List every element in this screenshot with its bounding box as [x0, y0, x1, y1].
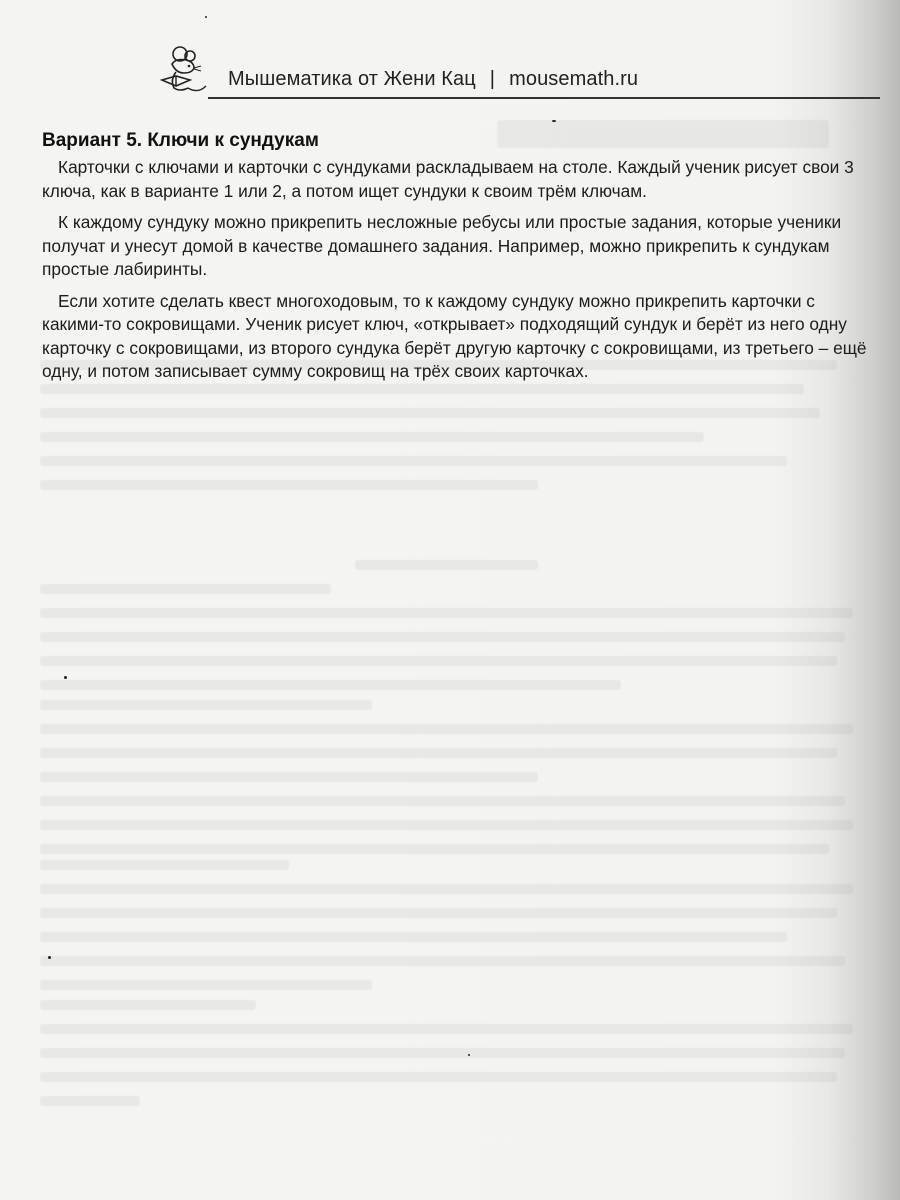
show-through-block-5 [40, 1000, 870, 1120]
mouse-reading-book-icon [154, 42, 210, 98]
paragraph: К каждому сундуку можно прикрепить несложные ребусы или простые задания, которые ученики получат и унесут домой в качестве домашнего задания. Например, можно прикрепить к сундукам простые лабиринты. [42, 212, 842, 279]
main-content [42, 130, 872, 392]
page-header [150, 40, 880, 100]
header-rule [208, 97, 880, 99]
scan-speck [64, 676, 67, 679]
scan-speck [468, 1054, 470, 1056]
paragraph: Если хотите сделать квест многоходовым, то к каждому сундуку можно прикрепить карточки с какими-то сокровищами. Ученик рисует ключ, «открывает» подходящий сундук и берёт из него одну карточку с сокровищами, из второго сундука берёт другую карточку с сокровищами, из третьего – ещё одну, и потом записывает сумму сокровищ на трёх своих карточках. [42, 290, 867, 381]
scan-speck [205, 16, 207, 18]
site-url: mousemath.ru [509, 68, 639, 90]
show-through-block-4 [40, 860, 870, 1004]
paragraph: Карточки с ключами и карточки с сундуками раскладываем на столе. Каждый ученик рисует свои 3 ключа, как в варианте 1 или 2, а потом ищет сундуки к своим трём ключам. [42, 157, 854, 201]
show-through-block-3 [40, 700, 870, 868]
brand-name: Мышематика от Жени Кац [228, 68, 476, 90]
header-title [228, 68, 638, 91]
section-title: Вариант 5. Ключи к сундукам [42, 130, 319, 151]
scan-speck [48, 956, 51, 959]
header-separator: | [489, 68, 496, 90]
scan-speck [552, 120, 556, 122]
show-through-block-2 [40, 560, 870, 704]
